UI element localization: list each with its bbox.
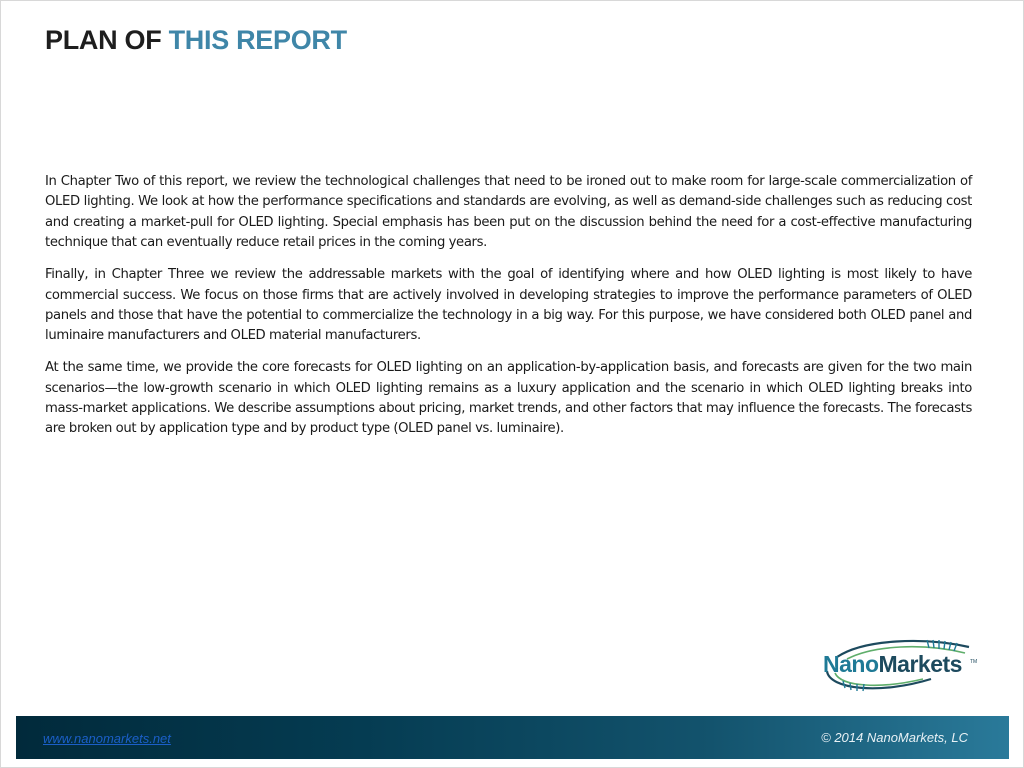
footer-bar bbox=[16, 716, 1009, 759]
svg-text:NanoMarkets bbox=[823, 651, 962, 677]
report-plan-body bbox=[45, 172, 972, 451]
footer-website-link[interactable]: www.nanomarkets.net bbox=[43, 731, 171, 746]
title-part-this-report: THIS REPORT bbox=[168, 25, 347, 55]
dna-helix-swoosh-logo-icon bbox=[819, 637, 981, 693]
nanomarkets-logo bbox=[819, 637, 981, 693]
page-title bbox=[45, 25, 347, 56]
paragraph-forecasts: At the same time, we provide the core forecasts for OLED lighting on an application-by-application basis, and forecasts are given for the two main scenarios—the low-growth scenario in which OLED lighting remains as a luxury application and the scenario in which OLED lighting breaks into mass-market applications. We describe assumptions about pricing, market trends, and other factors that may influence the forecasts. The forecasts are broken out by application type and by product type (OLED panel vs. luminaire). bbox=[45, 360, 972, 437]
paragraph-chapter-three: Finally, in Chapter Three we review the addressable markets with the goal of identifying where and how OLED lighting is most likely to have commercial success. We focus on those firms that are actively involved in developing strategies to improve the performance parameters of OLED panels and those that have the potential to commercialize the technology in a big way. For this purpose, we have considered both OLED panel and luminaire manufacturers and OLED material manufacturers. bbox=[45, 267, 972, 344]
logo-trademark: TM bbox=[970, 659, 978, 665]
footer-copyright: © 2014 NanoMarkets, LC bbox=[821, 730, 968, 745]
paragraph-chapter-two: In Chapter Two of this report, we review the technological challenges that need to be ironed out to make room for large-scale commercialization of OLED lighting. We look at how the performance specifications and standards are evolving, as well as demand-side challenges such as reducing cost and creating a market-pull for OLED lighting. Special emphasis has been put on the discussion behind the need for a cost-effective manufacturing technique that can eventually reduce retail prices in the coming years. bbox=[45, 174, 972, 251]
logo-text-nano: Nano bbox=[823, 651, 879, 677]
title-part-plan-of: PLAN OF bbox=[45, 25, 162, 55]
logo-text-markets: Markets bbox=[878, 651, 962, 677]
